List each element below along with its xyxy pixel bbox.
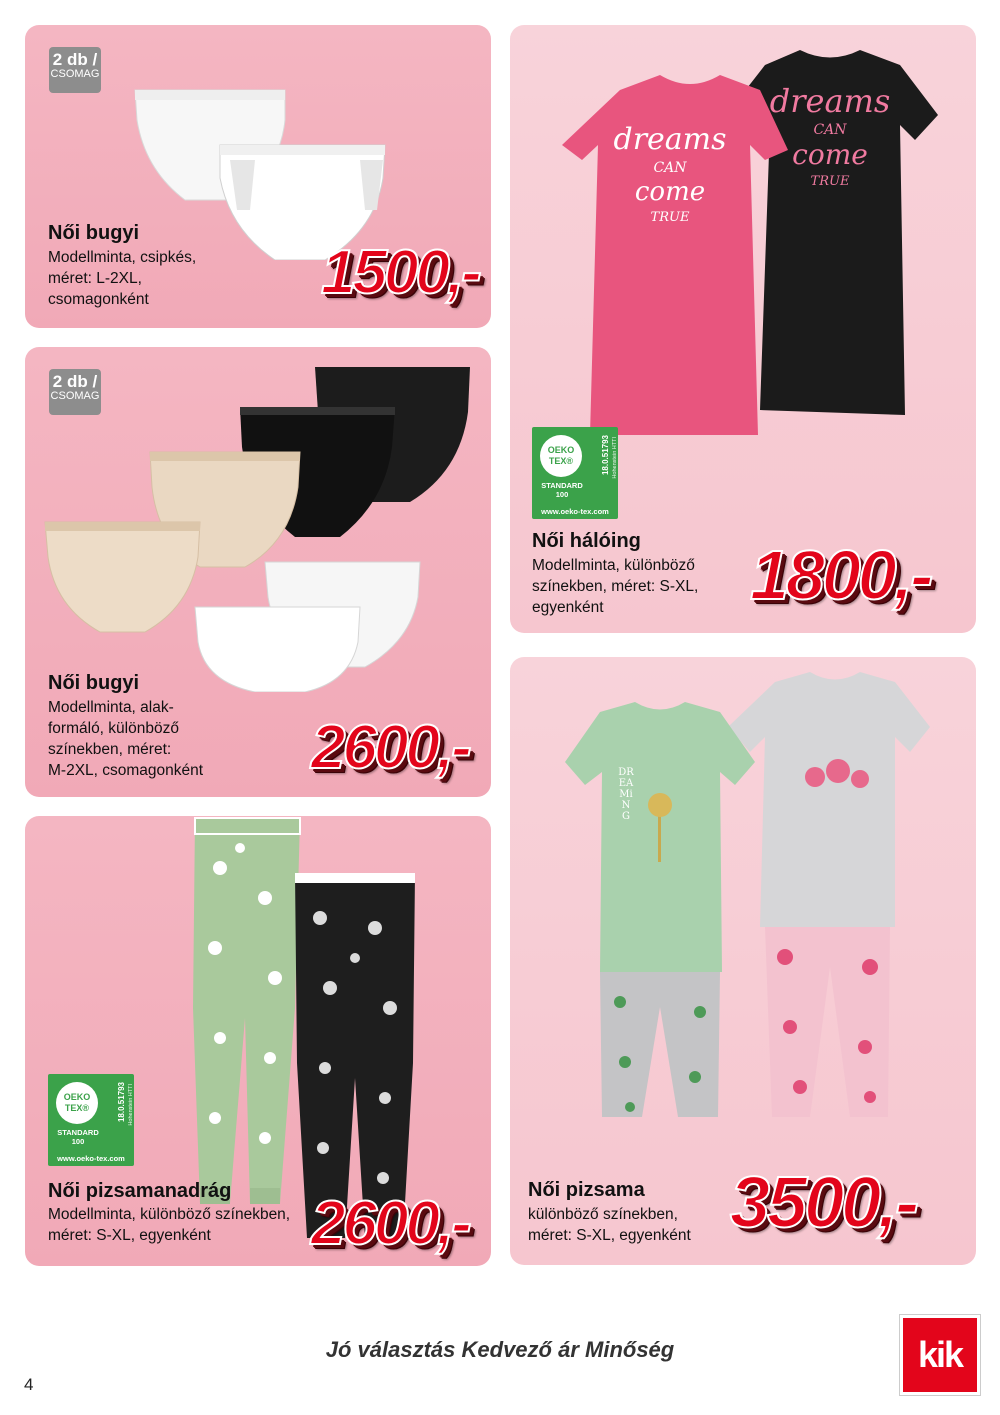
pack-badge [49,47,101,93]
product-image-pyjama-sets [560,667,950,1117]
product-title: Női pizsama [528,1179,645,1201]
product-image-briefs-set [40,362,480,692]
oeko-l2: TEX® [64,1103,90,1113]
oeko-l1: OEKO [63,1092,91,1102]
price-tag: 3500,- [730,1163,917,1243]
print-line3: come [634,177,706,207]
oeko-institute: Hohenstein HTTI [612,437,618,479]
oeko-url: www.oeko-tex.com [541,507,609,516]
product-panel-5 [510,657,976,1265]
print-line3: come [792,138,868,171]
badge-unit: CSOMAG [50,389,100,402]
product-description: Modellminta, csipkés, méret: L-2XL, csomagonként [48,249,197,308]
nightgown-print-black [765,82,895,189]
oeko-institute: Hohenstein HTTI [128,1084,134,1126]
print-line4: TRUE [810,174,850,189]
print-line1: dreams [769,82,891,120]
oeko-tex-badge [532,427,618,519]
product-description: Modellminta, különböző színekben, méret: S-XL, egyenként [48,1206,291,1244]
product-image-white-briefs [125,60,405,260]
product-image-pyjama-trousers [185,816,425,1238]
oeko-l1: OEKO [547,445,575,455]
badge-unit: CSOMAG [50,67,100,80]
oeko-standard [52,1128,104,1146]
oeko-number: 18.0.51793 [117,1082,126,1123]
oeko-url: www.oeko-tex.com [57,1154,125,1163]
page-number: 4 [24,1375,34,1394]
product-panel-1 [25,25,491,328]
nightgown-print-pink [610,122,730,225]
product-description: Modellminta, különböző színekben, méret: S-XL, egyenként [532,557,699,616]
print-line2: CAN [653,160,687,176]
footer-slogan: Jó választás Kedvező ár Minőség [325,1337,675,1362]
product-title: Női hálóing [532,530,641,552]
oeko-tex-logo [56,1082,98,1124]
price-tag: 2600,- [311,1189,469,1258]
oeko-tex-logo [540,435,582,477]
print-line4: TRUE [650,210,690,225]
product-panel-2 [25,347,491,797]
product-title: Női pizsamanadrág [48,1180,232,1202]
oeko-std2: 100 [71,1137,85,1146]
price-tag: 2600,- [311,713,469,782]
oeko-std2: 100 [555,490,569,499]
product-panel-4 [510,25,976,633]
product-panel-3 [25,816,491,1266]
product-title: Női bugyi [48,222,140,244]
oeko-std1: STANDARD [57,1128,99,1137]
product-description: különböző színekben, méret: S-XL, egyenként [528,1206,691,1244]
tee-print-text: DREAMiNG [618,767,634,822]
badge-count: 2 db / [52,50,98,69]
oeko-standard [536,481,588,499]
oeko-number: 18.0.51793 [601,435,610,476]
print-line1: dreams [613,122,727,157]
price-tag: 1800,- [750,536,931,614]
oeko-tex-badge [48,1074,134,1166]
product-description: Modellminta, alak- formáló, különböző színekben, méret: M-2XL, csomagonként [48,699,204,779]
oeko-std1: STANDARD [541,481,583,490]
product-title: Női bugyi [48,672,140,694]
badge-count: 2 db / [52,372,98,391]
logo-text: kik [917,1334,963,1375]
print-line2: CAN [813,122,847,138]
oeko-l2: TEX® [548,456,574,466]
price-tag: 1500,- [321,238,479,307]
kik-logo [900,1315,980,1395]
